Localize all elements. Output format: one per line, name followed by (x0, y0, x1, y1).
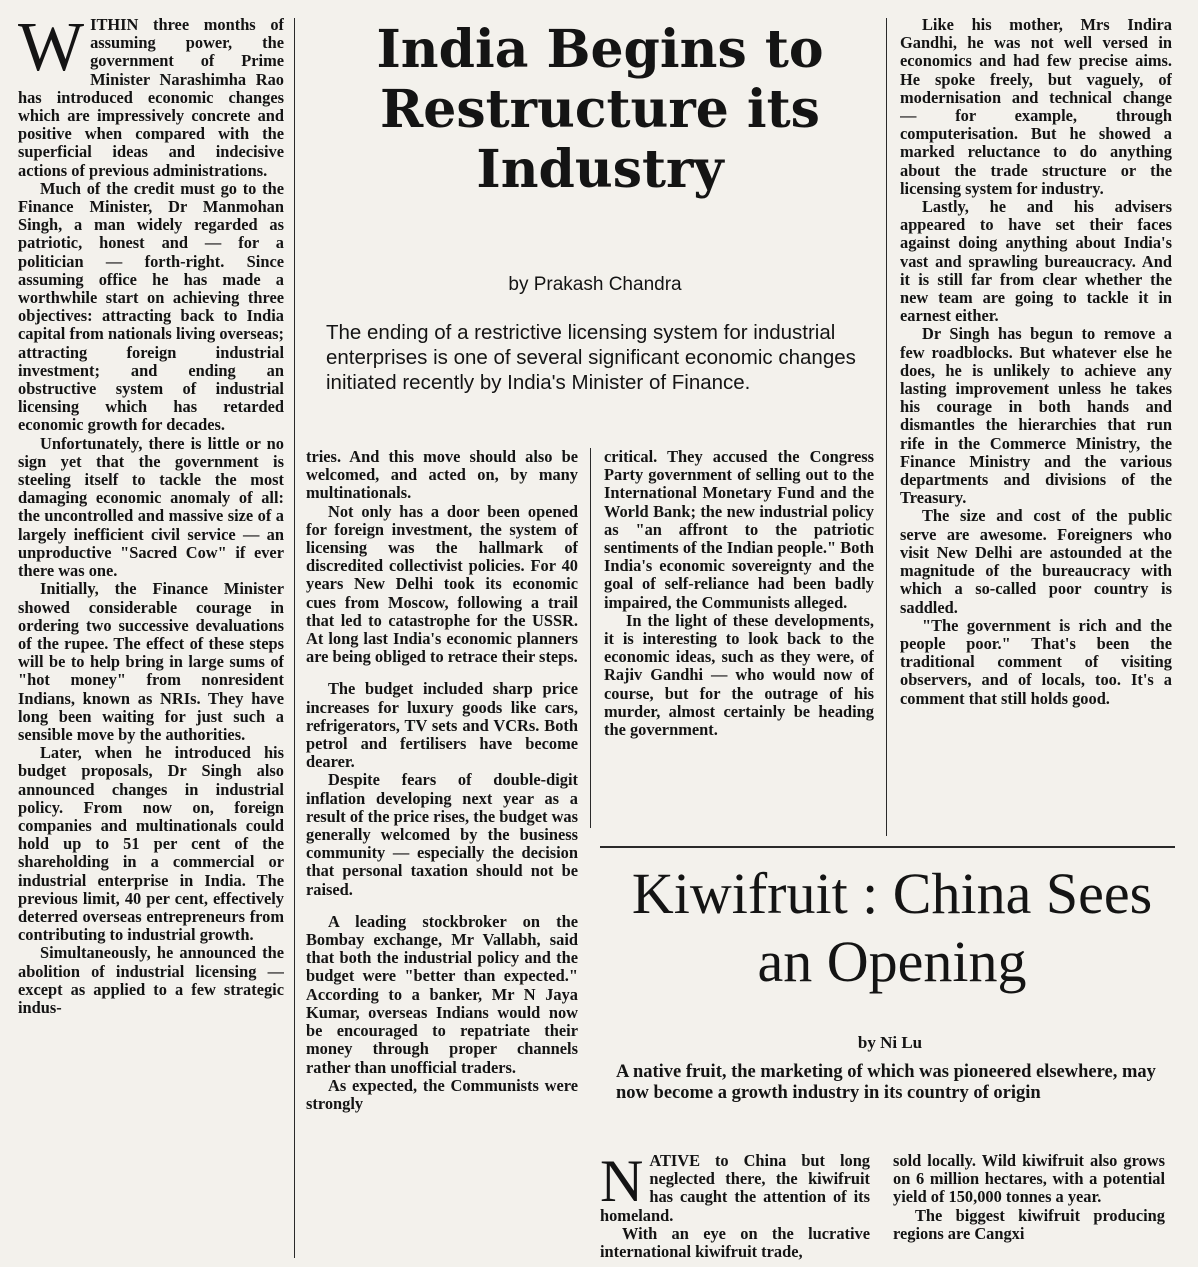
kiwi-byline: by Ni Lu (857, 1033, 923, 1052)
india-column-1 (18, 16, 284, 1266)
india-column-3 (604, 448, 874, 832)
paragraph: sold locally. Wild kiwifruit also grows on 6 million hectares, with a potential yield of 150,000 tonnes a year. (893, 1152, 1165, 1207)
paragraph: Dr Singh has begun to remove a few roadblocks. But whatever else he does, he is unlikely to achieve any lasting improvement unless he takes his courage in both hands and dismantles the hierarchies that run rife in the Commerce Ministry, the Finance Ministry and the various departments and divisions of the Treasury. (900, 324, 1172, 508)
kiwi-column-2 (893, 1152, 1165, 1266)
paragraph: As expected, the Communists were strongly (306, 1075, 578, 1113)
column-rule (886, 18, 887, 836)
paragraph: critical. They accused the Congress Party government of selling out to the International Monetary Fund and the World Bank; the new industrial policy as "an affront to the patriotic sentiments of the Indian people." Both India's economic sovereignty and the goal of self-reliance had been badly impaired, the Communists alleged. (604, 448, 874, 612)
paragraph: tries. And this move should also be welcomed, and acted on, by many multinationals. (306, 448, 578, 503)
paragraph: Much of the credit must go to the Finance Minister, Dr Manmohan Singh, a man widely regarded as patriotic, honest and — for a politician — forth-right. Since assuming office he has made a worthwhile start on achieving three objectives: attracting back to India capital from nationals living overseas; attracting foreign industrial investment; and ending an obstructive system of industrial licensing which has retarded economic growth for decades. (18, 178, 284, 435)
paragraph: Not only has a door been opened for foreign investment, the system of licensing was the hallmark of discredited collectivist policies. For 40 years New Delhi took its economic cues from Moscow, following a trail that led to catastrophe for the USSR. At long last India's economic planners are being obliged to retrace their steps. (306, 501, 578, 667)
india-column-4 (900, 16, 1172, 838)
paragraph: Like his mother, Mrs Indira Gandhi, he was not well versed in economics and had few precise aims. He spoke freely, but vaguely, of modernisation and technical change — for example, through computerisation. But he showed a marked reluctance to do anything about the trade structure or the licensing system for industry. (900, 16, 1172, 198)
india-standfirst: The ending of a restrictive licensing system for industrial enterprises is one of several significant economic changes initiated recently by India's Minister of Finance. (326, 321, 856, 394)
india-byline: by Prakash Chandra (508, 274, 682, 295)
paragraph: ATIVE to China but long neglected there, the kiwifruit has caught the attention of its homeland. (600, 1152, 870, 1225)
paragraph: The budget included sharp price increases for luxury goods like cars, refrigerators, TV sets and VCRs. Both petrol and fertilisers have become dearer. (306, 679, 578, 772)
paragraph: "The government is rich and the people poor." That's been the traditional comment of visiting observers, and of locals, too. It's a comment that still holds good. (900, 615, 1172, 708)
paragraph: Despite fears of double-digit inflation developing next year as a result of the price rises, the budget was generally welcomed by the business community — especially the decision that personal taxation should not be raised. (306, 770, 578, 899)
paragraph: Initially, the Finance Minister showed considerable courage in ordering two successive devaluations of the rupee. The effect of these steps will be to help bring in large sums of "hot money" from nonresident Indians, known as NRIs. They have long been waiting for just such a sensible move by the authorities. (18, 579, 284, 744)
section-rule (600, 846, 1175, 848)
india-headline: India Begins to Restructure its Industry (376, 19, 824, 200)
kiwi-dropcap: N (600, 1152, 644, 1214)
column-rule (294, 18, 295, 1258)
kiwi-headline: Kiwifruit : China Sees an Opening (631, 861, 1153, 994)
paragraph: Unfortunately, there is little or no sign yet that the government is steeling itself to tackle the most damaging economic anomaly of all: the uncontrolled and massive size of a largely inefficient civil service — an unproductive "Sacred Cow" if ever there was one. (18, 433, 284, 581)
kiwi-column-1 (600, 1152, 870, 1266)
paragraph: Simultaneously, he announced the abolition of industrial licensing — except as applied to a few strategic indus- (18, 943, 284, 1017)
paragraph: The size and cost of the public serve are awesome. Foreigners who visit New Delhi are astounded at the magnitude of the bureaucracy with which a so-called poor country is saddled. (900, 506, 1172, 617)
paragraph: A leading stockbroker on the Bombay exchange, Mr Vallabh, said that both the industrial policy and the budget were "better than expected." According to a banker, Mr N Jaya Kumar, overseas Indians would now be encouraged to repatriate their money through proper channels rather than unofficial traders. (306, 911, 578, 1077)
india-dropcap: W (18, 16, 85, 86)
paragraph: In the light of these developments, it is interesting to look back to the economic ideas, such as they were, of Rajiv Gandhi — who would now of course, but for the outrage of his murder, almost certainly be heading the government. (604, 610, 874, 740)
paragraph: Lastly, he and his advisers appeared to have set their faces against doing anything about India's vast and sprawling bureaucracy. And it is still far from clear whether the new team are going to tackle it in earnest either. (900, 197, 1172, 326)
paragraph: Later, when he introduced his budget proposals, Dr Singh also announced changes in industrial policy. From now on, foreign companies and multinationals could hold up to 51 per cent of the shareholding in a commercial or industrial enterprise in India. The previous limit, 40 per cent, effectively deterred overseas entrepreneurs from contributing to industrial growth. (18, 743, 284, 945)
india-column-2 (306, 448, 578, 1258)
paragraph: ITHIN three months of assuming power, the government of Prime Minister Narashimha Rao has introduced economic changes which are impressively concrete and positive when compared with the superficial ideas and indecisive actions of previous administrations. (18, 16, 284, 180)
paragraph: The biggest kiwifruit producing regions are Cangxi (893, 1205, 1165, 1243)
paragraph: With an eye on the lucrative international kiwifruit trade, (600, 1223, 870, 1262)
column-rule (590, 448, 591, 828)
kiwi-standfirst: A native fruit, the marketing of which was pioneered elsewhere, may now become a growth industry in its country of origin (616, 1062, 1156, 1103)
